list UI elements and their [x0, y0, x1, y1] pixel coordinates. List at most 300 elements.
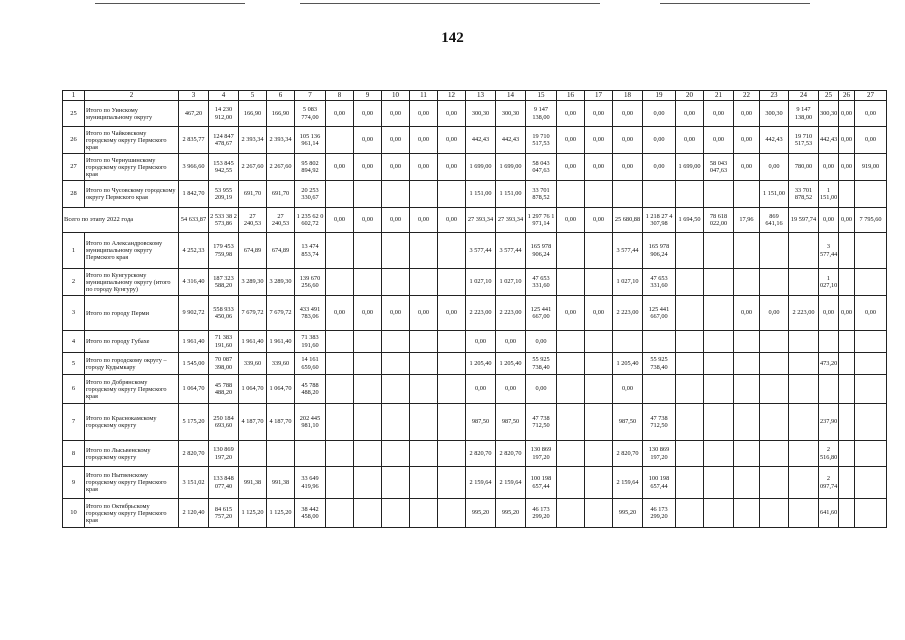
row-name: Итого по Чусовскому городскому округу Пермского края [85, 181, 179, 208]
table-cell: 1 064,70 [239, 375, 267, 404]
table-cell [585, 404, 613, 441]
column-header: 14 [496, 91, 526, 101]
table-cell: 105 136 961,14 [295, 127, 326, 154]
table-cell: 991,38 [239, 467, 267, 499]
table-cell [557, 181, 585, 208]
table-cell [760, 375, 789, 404]
table-cell: 47 738 712,50 [526, 404, 557, 441]
table-cell: 0,00 [613, 101, 643, 127]
table-cell [704, 296, 734, 331]
table-cell: 0,00 [839, 101, 855, 127]
table-cell [557, 404, 585, 441]
table-cell [326, 269, 354, 296]
table-cell: 2 516,80 [819, 441, 839, 467]
table-cell: 0,00 [410, 101, 438, 127]
top-rule-center [300, 3, 600, 4]
row-number: 25 [63, 101, 85, 127]
table-cell [354, 331, 382, 353]
table-cell [789, 353, 819, 375]
table-cell: 2 820,70 [613, 441, 643, 467]
table-cell: 674,89 [267, 233, 295, 269]
column-header: 12 [438, 91, 466, 101]
row-name: Итого по городу Перми [85, 296, 179, 331]
table-cell [410, 441, 438, 467]
table-cell [839, 181, 855, 208]
table-cell: 2 393,34 [267, 127, 295, 154]
table-cell [410, 331, 438, 353]
table-cell: 55 925 738,40 [526, 353, 557, 375]
table-cell: 0,00 [496, 331, 526, 353]
table-cell [676, 499, 704, 528]
table-row [63, 127, 887, 154]
table-cell: 0,00 [585, 296, 613, 331]
table-cell [839, 375, 855, 404]
table-cell [585, 233, 613, 269]
table-cell: 179 453 759,98 [209, 233, 239, 269]
table-cell [382, 233, 410, 269]
total-row-label: Всего по этапу 2022 года [63, 208, 179, 233]
table-cell [438, 404, 466, 441]
column-header: 17 [585, 91, 613, 101]
table-cell [734, 467, 760, 499]
table-cell: 3 289,30 [267, 269, 295, 296]
table-cell [855, 467, 887, 499]
table-cell: 869 641,16 [760, 208, 789, 233]
row-number: 8 [63, 441, 85, 467]
table-cell: 0,00 [466, 331, 496, 353]
column-header: 16 [557, 91, 585, 101]
table-cell [839, 499, 855, 528]
table-cell [382, 499, 410, 528]
table-cell: 0,00 [326, 154, 354, 181]
table-cell [704, 353, 734, 375]
table-cell: 133 848 077,40 [209, 467, 239, 499]
table-cell [295, 441, 326, 467]
column-header: 4 [209, 91, 239, 101]
table-cell [760, 467, 789, 499]
table-cell: 130 869 197,20 [643, 441, 676, 467]
table-cell: 300,30 [760, 101, 789, 127]
table-cell [676, 375, 704, 404]
table-cell [839, 331, 855, 353]
column-header: 19 [643, 91, 676, 101]
row-number: 27 [63, 154, 85, 181]
top-rule-right [660, 3, 810, 4]
table-cell: 2 120,40 [179, 499, 209, 528]
table-cell [410, 353, 438, 375]
table-cell: 995,20 [613, 499, 643, 528]
table-cell [734, 181, 760, 208]
row-name: Итого по городу Губахе [85, 331, 179, 353]
table-cell: 4 187,70 [239, 404, 267, 441]
table-cell: 0,00 [855, 101, 887, 127]
table-cell [326, 499, 354, 528]
table-cell [326, 127, 354, 154]
table-cell: 339,60 [267, 353, 295, 375]
table-cell: 0,00 [438, 208, 466, 233]
table-cell: 2 159,64 [466, 467, 496, 499]
table-cell [557, 499, 585, 528]
table-cell: 3 577,44 [819, 233, 839, 269]
table-cell: 641,60 [819, 499, 839, 528]
table-cell [855, 269, 887, 296]
table-row [63, 353, 887, 375]
table-cell: 1 151,00 [760, 181, 789, 208]
table-row [63, 331, 887, 353]
table-cell: 124 847 478,67 [209, 127, 239, 154]
table-cell: 71 383 191,60 [209, 331, 239, 353]
table-cell: 38 442 458,00 [295, 499, 326, 528]
table-cell [643, 181, 676, 208]
table-cell [789, 441, 819, 467]
table-cell [354, 375, 382, 404]
table-cell [438, 441, 466, 467]
column-header: 21 [704, 91, 734, 101]
table-cell: 0,00 [382, 127, 410, 154]
table-cell [819, 375, 839, 404]
row-number: 28 [63, 181, 85, 208]
table-cell [557, 441, 585, 467]
table-cell: 2 223,00 [789, 296, 819, 331]
table-cell: 2 223,00 [496, 296, 526, 331]
table-cell: 27 393,34 [496, 208, 526, 233]
table-cell: 0,00 [382, 154, 410, 181]
table-cell: 1 961,40 [267, 331, 295, 353]
table-cell [760, 269, 789, 296]
header-row [63, 91, 887, 101]
table-cell: 2 097,74 [819, 467, 839, 499]
table-cell [354, 233, 382, 269]
table-cell: 5 083 774,00 [295, 101, 326, 127]
table-cell: 0,00 [410, 208, 438, 233]
table-cell [382, 331, 410, 353]
table-cell [410, 269, 438, 296]
table-cell: 0,00 [438, 154, 466, 181]
table-cell: 53 955 209,19 [209, 181, 239, 208]
column-header: 6 [267, 91, 295, 101]
table-cell: 54 633,87 [179, 208, 209, 233]
table-cell: 125 441 667,00 [643, 296, 676, 331]
table-cell: 3 151,02 [179, 467, 209, 499]
table-cell [585, 353, 613, 375]
table-cell [382, 467, 410, 499]
column-header: 2 [85, 91, 179, 101]
table-cell [239, 441, 267, 467]
column-header: 15 [526, 91, 557, 101]
table-cell: 1 694,50 [676, 208, 704, 233]
table-cell: 165 978 906,24 [643, 233, 676, 269]
table-cell: 1 064,70 [267, 375, 295, 404]
table-cell [267, 441, 295, 467]
table-cell [676, 181, 704, 208]
table-cell [557, 269, 585, 296]
table-cell: 46 173 299,20 [643, 499, 676, 528]
table-cell: 339,60 [239, 353, 267, 375]
row-number: 6 [63, 375, 85, 404]
table-cell [704, 375, 734, 404]
table-cell: 0,00 [557, 154, 585, 181]
table-cell: 9 147 138,00 [789, 101, 819, 127]
table-cell: 2 159,64 [613, 467, 643, 499]
table-cell [819, 331, 839, 353]
table-cell: 0,00 [326, 101, 354, 127]
table-cell [676, 233, 704, 269]
row-name: Итого по Чернушинскому городскому округу Пермского края [85, 154, 179, 181]
table-cell: 0,00 [410, 296, 438, 331]
table-row [63, 441, 887, 467]
table-cell: 25 680,88 [613, 208, 643, 233]
table-row [63, 499, 887, 528]
table-cell [676, 467, 704, 499]
table-cell: 0,00 [557, 127, 585, 154]
table-cell: 0,00 [557, 296, 585, 331]
table-cell: 2 533 38 2 573,86 [209, 208, 239, 233]
table-cell: 300,30 [819, 101, 839, 127]
table-cell [704, 181, 734, 208]
table-cell [382, 269, 410, 296]
column-header: 5 [239, 91, 267, 101]
table-cell: 3 289,30 [239, 269, 267, 296]
table-cell [438, 331, 466, 353]
table-cell [734, 441, 760, 467]
table-cell [557, 233, 585, 269]
table-cell [760, 353, 789, 375]
column-header: 7 [295, 91, 326, 101]
table-cell: 0,00 [382, 101, 410, 127]
column-header: 25 [819, 91, 839, 101]
table-cell: 1 125,20 [239, 499, 267, 528]
table-cell [585, 499, 613, 528]
table-cell: 3 577,44 [613, 233, 643, 269]
table-cell: 4 252,33 [179, 233, 209, 269]
table-cell [734, 269, 760, 296]
table-cell: 0,00 [734, 154, 760, 181]
table-cell [789, 404, 819, 441]
table-cell [382, 375, 410, 404]
table-cell [760, 441, 789, 467]
table-cell [855, 441, 887, 467]
table-cell: 0,00 [704, 101, 734, 127]
column-header: 18 [613, 91, 643, 101]
table-cell [855, 331, 887, 353]
table-cell: 19 710 517,53 [789, 127, 819, 154]
table-cell [382, 353, 410, 375]
table-cell [326, 353, 354, 375]
table-cell: 9 902,72 [179, 296, 209, 331]
table-cell [704, 331, 734, 353]
page-number: 142 [441, 30, 464, 46]
table-cell: 27 240,53 [239, 208, 267, 233]
table-cell [643, 375, 676, 404]
table-cell [704, 467, 734, 499]
table-cell [557, 353, 585, 375]
table-cell: 0,00 [819, 296, 839, 331]
table-cell: 442,43 [496, 127, 526, 154]
row-number: 7 [63, 404, 85, 441]
row-number: 5 [63, 353, 85, 375]
table-cell: 0,00 [557, 208, 585, 233]
table-cell [410, 404, 438, 441]
table-row [63, 404, 887, 441]
table-cell [855, 499, 887, 528]
table-cell: 1 027,10 [496, 269, 526, 296]
table-cell: 995,20 [466, 499, 496, 528]
table-row [63, 101, 887, 127]
table-cell: 2 223,00 [466, 296, 496, 331]
table-cell [585, 441, 613, 467]
table-cell [676, 331, 704, 353]
table-cell [585, 375, 613, 404]
table-cell: 130 869 197,20 [526, 441, 557, 467]
table-cell: 1 218 27 4 307,98 [643, 208, 676, 233]
table-cell [734, 233, 760, 269]
column-header: 8 [326, 91, 354, 101]
table-cell: 45 788 488,20 [295, 375, 326, 404]
row-number: 10 [63, 499, 85, 528]
table-cell [734, 353, 760, 375]
table-cell [438, 353, 466, 375]
table-cell: 139 670 256,60 [295, 269, 326, 296]
table-cell: 7 795,60 [855, 208, 887, 233]
table-cell: 0,00 [585, 154, 613, 181]
table-cell: 19 597,74 [789, 208, 819, 233]
table-cell: 58 043 047,63 [526, 154, 557, 181]
table-cell [585, 467, 613, 499]
table-cell: 1 125,20 [267, 499, 295, 528]
table-cell: 1 297 76 1 971,14 [526, 208, 557, 233]
table-cell: 987,50 [496, 404, 526, 441]
table-cell: 237,90 [819, 404, 839, 441]
table-cell: 0,00 [354, 208, 382, 233]
column-header: 23 [760, 91, 789, 101]
table-cell: 1 027,10 [613, 269, 643, 296]
table-cell [676, 296, 704, 331]
table-cell [643, 331, 676, 353]
table-cell: 0,00 [410, 127, 438, 154]
table-cell: 0,00 [354, 127, 382, 154]
table-cell: 558 933 450,06 [209, 296, 239, 331]
table-cell: 995,20 [496, 499, 526, 528]
table-cell: 0,00 [557, 101, 585, 127]
table-cell: 47 738 712,50 [643, 404, 676, 441]
data-table [62, 90, 887, 528]
table-cell: 0,00 [734, 127, 760, 154]
row-name: Итого по Кунгурскому муниципальному округу (итого по городу Кунгуру) [85, 269, 179, 296]
column-header: 11 [410, 91, 438, 101]
table-cell: 130 869 197,20 [209, 441, 239, 467]
row-name: Итого по Уинскому муниципальному округу [85, 101, 179, 127]
table-cell: 0,00 [819, 154, 839, 181]
table-cell: 0,00 [643, 154, 676, 181]
table-cell: 33 649 419,96 [295, 467, 326, 499]
table-cell: 1 961,40 [239, 331, 267, 353]
table-cell [855, 181, 887, 208]
table-cell: 0,00 [839, 208, 855, 233]
table-cell [438, 181, 466, 208]
table-cell: 55 925 738,40 [643, 353, 676, 375]
table-cell [354, 353, 382, 375]
table-cell [585, 269, 613, 296]
table-cell: 433 491 783,06 [295, 296, 326, 331]
table-cell [760, 331, 789, 353]
table-cell: 0,00 [839, 296, 855, 331]
table-cell [613, 181, 643, 208]
table-cell: 0,00 [613, 154, 643, 181]
table-cell: 1 151,00 [466, 181, 496, 208]
table-cell: 14 230 912,00 [209, 101, 239, 127]
row-name: Итого по Краснокамскому городскому округу [85, 404, 179, 441]
table-cell: 100 198 657,44 [526, 467, 557, 499]
table-cell: 467,20 [179, 101, 209, 127]
table-cell [855, 404, 887, 441]
table-cell: 71 383 191,60 [295, 331, 326, 353]
table-cell [789, 467, 819, 499]
table-cell [676, 269, 704, 296]
table-cell: 14 161 659,60 [295, 353, 326, 375]
table-cell: 0,00 [704, 127, 734, 154]
table-cell [704, 499, 734, 528]
table-cell: 0,00 [438, 101, 466, 127]
table-cell: 2 267,60 [239, 154, 267, 181]
table-cell: 2 820,70 [179, 441, 209, 467]
table-cell: 45 788 488,20 [209, 375, 239, 404]
table-cell [789, 233, 819, 269]
table-cell: 0,00 [496, 375, 526, 404]
column-header: 9 [354, 91, 382, 101]
table-row [63, 269, 887, 296]
table-cell [354, 404, 382, 441]
table-cell: 166,90 [267, 101, 295, 127]
table-row [63, 154, 887, 181]
table-cell [354, 467, 382, 499]
table-cell: 2 820,70 [496, 441, 526, 467]
table-cell: 78 618 022,00 [704, 208, 734, 233]
table-cell [438, 375, 466, 404]
table-cell [557, 331, 585, 353]
table-cell [855, 375, 887, 404]
table-cell [354, 499, 382, 528]
table-cell: 674,89 [239, 233, 267, 269]
table-cell: 0,00 [643, 101, 676, 127]
table-cell [704, 233, 734, 269]
table-cell: 4 187,70 [267, 404, 295, 441]
table-cell: 17,96 [734, 208, 760, 233]
table-cell: 0,00 [382, 296, 410, 331]
table-cell [855, 353, 887, 375]
row-number: 3 [63, 296, 85, 331]
table-cell: 47 653 331,60 [643, 269, 676, 296]
table-cell: 1 235 62 0 602,72 [295, 208, 326, 233]
row-number: 1 [63, 233, 85, 269]
table-cell: 0,00 [410, 154, 438, 181]
table-row [63, 208, 887, 233]
row-number: 4 [63, 331, 85, 353]
table-cell: 987,50 [466, 404, 496, 441]
table-cell: 1 961,40 [179, 331, 209, 353]
table-cell: 442,43 [819, 127, 839, 154]
table-cell [839, 269, 855, 296]
table-cell: 187 323 588,20 [209, 269, 239, 296]
table-cell [410, 499, 438, 528]
table-cell: 27 393,34 [466, 208, 496, 233]
table-cell: 0,00 [585, 101, 613, 127]
table-cell: 9 147 138,00 [526, 101, 557, 127]
column-header: 20 [676, 91, 704, 101]
column-header: 10 [382, 91, 410, 101]
table-cell [760, 499, 789, 528]
table-cell [789, 499, 819, 528]
table-cell [839, 233, 855, 269]
